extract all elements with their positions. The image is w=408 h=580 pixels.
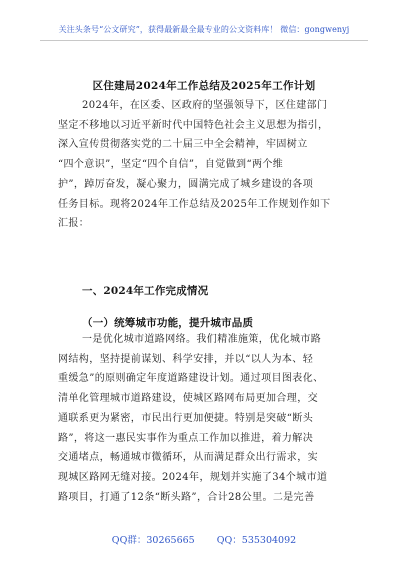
paragraph-line: “四个意识”，坚定“四个自信”，自觉做到“两个维 [58,159,284,171]
paragraph-line: 通联系更为紧密，市民出行更加便捷。特别是突破“断头 [58,412,314,424]
footer-qq-group: QQ群：30265665 [111,535,195,546]
body-paragraph [58,330,358,507]
paragraph-line: 重缓急”的原则确定年度道路建设计划。通过项目图表化、 [58,373,324,385]
paragraph-line: 交通堵点，畅通城市微循环，从而满足群众出行需求，实 [58,452,318,464]
header-divider [40,40,368,41]
section-heading: 一、2024年工作完成情况 [82,285,209,297]
footer-qq-number: QQ：535304092 [216,535,297,546]
paragraph-line: 护”，踔厉奋发，凝心聚力，圆满完成了城乡建设的各项 [58,178,314,190]
paragraph-line: 坚定不移地以习近平新时代中国特色社会主义思想为指引， [58,119,329,131]
paragraph-line: 深入宣传贯彻落实党的二十届三中全会精神，牢固树立 [58,139,308,151]
paragraph-line: 一是优化城市道路网络。我们精准施策，优化城市路 [82,334,322,345]
subsection-heading: （一）统筹城市功能，提升城市品质 [82,317,254,329]
paragraph-line: 现城区路网无缝对接。2024年，规划并实施了34个城市道 [58,471,328,483]
paragraph-line: 任务目标。现将2024年工作总结及2025年工作规划作如下 [58,198,331,210]
paragraph-line: 2024年，在区委、区政府的坚强领导下，区住建部门 [82,100,328,111]
paragraph-line: 路”，将这一惠民实事作为重点工作加以推进，着力解决 [58,432,314,444]
paragraph-line: 网结构，坚持提前谋划、科学安排，并以“以人为本、轻 [58,353,314,365]
footer-contact [0,532,408,546]
paragraph-line: 路项目，打通了12条“断头路”，合计28公里。二是完善 [58,491,315,503]
document-title: 区住建局2024年工作总结及2025年工作计划 [92,80,316,92]
paragraph-line: 清单化管理城市道路建设，使城区路网布局更加合理，交 [58,393,318,405]
paragraph-line: 汇报： [58,218,90,230]
intro-paragraph [58,96,358,234]
header-banner: 关注头条号“公文研究”，获得最新最全最专业的公文资料库！ 微信：gongwenyj [58,25,350,34]
